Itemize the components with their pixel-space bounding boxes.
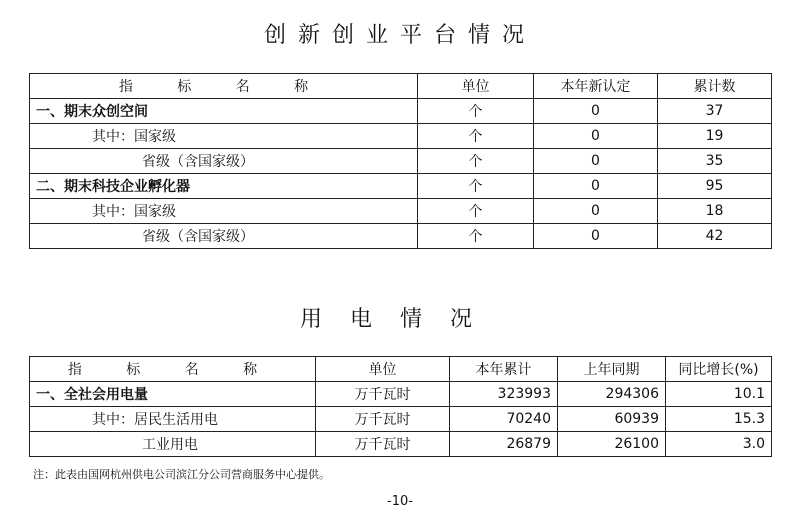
table-row [30, 432, 772, 457]
row-new: 0 [534, 224, 658, 249]
row-name: 省级（含国家级） [30, 224, 418, 249]
row-name: 工业用电 [30, 432, 316, 457]
row-unit: 万千瓦时 [316, 407, 450, 432]
row-new: 0 [534, 99, 658, 124]
row-total: 37 [658, 99, 772, 124]
table-row [30, 149, 772, 174]
row-current: 323993 [450, 382, 558, 407]
row-previous: 294306 [558, 382, 666, 407]
row-name: 其中：国家级 [30, 199, 418, 224]
table-header-row [30, 357, 772, 382]
row-name: 一、全社会用电量 [30, 382, 316, 407]
header-unit: 单位 [316, 357, 450, 382]
table-row [30, 199, 772, 224]
row-total: 42 [658, 224, 772, 249]
row-current: 26879 [450, 432, 558, 457]
header-total: 累计数 [658, 74, 772, 99]
page-number: -10- [387, 494, 413, 509]
row-name: 省级（含国家级） [30, 149, 418, 174]
header-growth: 同比增长(%) [666, 357, 772, 382]
row-name: 其中：居民生活用电 [30, 407, 316, 432]
table-row [30, 174, 772, 199]
electricity-title: 用电情况 [299, 307, 500, 332]
table-row [30, 224, 772, 249]
row-total: 35 [658, 149, 772, 174]
row-total: 19 [658, 124, 772, 149]
row-total: 95 [658, 174, 772, 199]
row-growth: 10.1 [666, 382, 772, 407]
header-current: 本年累计 [450, 357, 558, 382]
row-growth: 3.0 [666, 432, 772, 457]
row-name: 二、期末科技企业孵化器 [30, 174, 418, 199]
electricity-table [29, 356, 772, 457]
table-header-row [30, 74, 772, 99]
row-total: 18 [658, 199, 772, 224]
table-row [30, 99, 772, 124]
row-previous: 26100 [558, 432, 666, 457]
row-new: 0 [534, 199, 658, 224]
header-unit: 单位 [418, 74, 534, 99]
row-unit: 个 [418, 174, 534, 199]
header-indicator: 指 标 名 称 [30, 357, 316, 382]
row-current: 70240 [450, 407, 558, 432]
header-previous: 上年同期 [558, 357, 666, 382]
table-row [30, 407, 772, 432]
row-new: 0 [534, 124, 658, 149]
row-new: 0 [534, 149, 658, 174]
row-name: 其中：国家级 [30, 124, 418, 149]
row-previous: 60939 [558, 407, 666, 432]
row-unit: 个 [418, 99, 534, 124]
innovation-title: 创新创业平台情况 [263, 23, 536, 48]
row-unit: 个 [418, 124, 534, 149]
innovation-table [29, 73, 772, 249]
footnote: 注：此表由国网杭州供电公司滨江分公司营商服务中心提供。 [33, 468, 330, 481]
row-unit: 万千瓦时 [316, 432, 450, 457]
row-new: 0 [534, 174, 658, 199]
row-unit: 万千瓦时 [316, 382, 450, 407]
header-new: 本年新认定 [534, 74, 658, 99]
row-unit: 个 [418, 199, 534, 224]
table-row [30, 382, 772, 407]
table-row [30, 124, 772, 149]
row-unit: 个 [418, 224, 534, 249]
row-growth: 15.3 [666, 407, 772, 432]
header-indicator: 指 标 名 称 [30, 74, 418, 99]
row-unit: 个 [418, 149, 534, 174]
row-name: 一、期末众创空间 [30, 99, 418, 124]
